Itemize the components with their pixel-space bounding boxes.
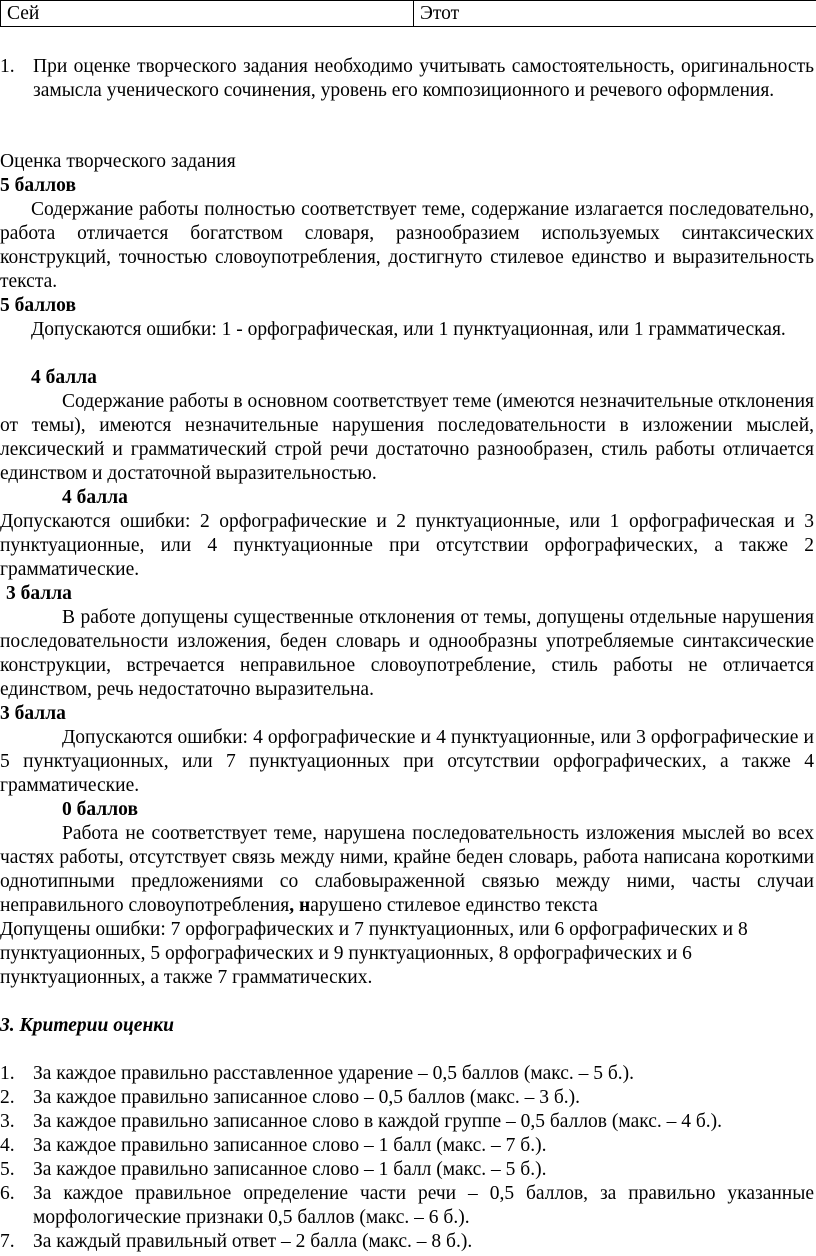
grade-text bbox=[0, 822, 814, 918]
grade-heading: 4 балла bbox=[62, 487, 128, 508]
header-table bbox=[0, 0, 816, 27]
criteria-item bbox=[0, 1110, 814, 1134]
grade-text: Допускаются ошибки: 2 орфографические и 2 пунктуационные, или 1 орфографическая и 3 пунктуационные, или 4 пунктуационные при отсутствии орфографических, а также 2 грамматические. bbox=[0, 511, 814, 580]
grade-errors: Допущены ошибки: 7 орфографических и 7 пунктуационных, или 6 орфографических и 8 пунктуационных, 5 орфографических и 9 пунктуационных, 8 орфографических и 6 пунктуационных, а также 7 грамматических. bbox=[0, 919, 748, 988]
criteria-item bbox=[0, 1158, 814, 1182]
list-text: За каждое правильно записанное слово – 0,5 баллов (макс. – 3 б.). bbox=[33, 1087, 581, 1108]
criteria-item bbox=[0, 1086, 814, 1110]
grade-text-part: арушено стилевое единство текста bbox=[310, 895, 598, 916]
list-text: За каждое правильно записанное слово – 1 балл (макс. – 7 б.). bbox=[33, 1135, 547, 1156]
list-text: За каждый правильный ответ – 2 балла (макс. – 8 б.). bbox=[33, 1231, 473, 1252]
list-number: 4. bbox=[0, 1135, 15, 1156]
grade-heading: 5 баллов bbox=[0, 295, 76, 316]
section-title: Оценка творческого задания bbox=[0, 151, 236, 172]
grade-text: Допускаются ошибки: 1 - орфографическая, или 1 пунктуационная, или 1 грамматическая. bbox=[31, 319, 786, 340]
list-text: За каждое правильное определение части речи – 0,5 баллов, за правильно указанные морфологические признаки 0,5 баллов (макс. – 6 б.). bbox=[33, 1183, 814, 1228]
list-item bbox=[0, 55, 814, 103]
list-number: 6. bbox=[0, 1183, 15, 1204]
grade-heading: 0 баллов bbox=[62, 799, 138, 820]
grade-text-bold: , н bbox=[289, 895, 311, 916]
criteria-title: 3. Критерии оценки bbox=[0, 1015, 175, 1036]
grade-text-part: Работа не соответствует теме, нарушена последовательность изложения мыслей во всех частях работы, отсутствует связь между ними, крайне беден словарь, работа написана короткими однотипными предложениями со слабовыраженной связью между ними, часты случаи неправильного словоупотребления bbox=[0, 823, 814, 916]
grade-heading: 5 баллов bbox=[0, 175, 76, 196]
list-number: 5. bbox=[0, 1159, 15, 1180]
grade-text: Содержание работы в основном соответствует теме (имеются незначительные отклонения от темы), имеются незначительные нарушения последовательности в изложении мыслей, лексический и грамматический строй речи достаточно разнообразен, стиль работы отличается единством и достаточной выразительностью. bbox=[0, 391, 814, 484]
list-text: При оценке творческого задания необходимо учитывать самостоятельность, оригинальность замысла ученического сочинения, уровень его композиционного и речевого оформления. bbox=[33, 56, 814, 101]
criteria-item bbox=[0, 1062, 814, 1086]
criteria-item bbox=[0, 1182, 814, 1230]
grade-text: В работе допущены существенные отклонения от темы, допущены отдельные нарушения последовательности изложения, беден словарь и однообразны употребляемые синтаксические конструкции, встречается неправильное словоупотребление, стиль работы не отличается единством, речь недостаточно выразительна. bbox=[0, 607, 814, 700]
list-number: 1. bbox=[0, 56, 15, 77]
list-number: 7. bbox=[0, 1231, 15, 1252]
grade-heading: 3 балла bbox=[6, 583, 72, 604]
grade-text: Допускаются ошибки: 4 орфографические и 4 пунктуационные, или 3 орфографические и 5 пунктуационных, или 7 пунктуационных при отсутствии орфографических, а также 4 грамматические. bbox=[0, 727, 814, 796]
list-text: За каждое правильно расставленное ударение – 0,5 баллов (макс. – 5 б.). bbox=[33, 1063, 635, 1084]
table-cell: Этот bbox=[414, 1, 816, 27]
table-cell: Сей bbox=[1, 1, 414, 27]
list-text: За каждое правильно записанное слово в каждой группе – 0,5 баллов (макс. – 4 б.). bbox=[33, 1111, 723, 1132]
grade-heading: 3 балла bbox=[0, 703, 66, 724]
grade-text: Содержание работы полностью соответствует теме, содержание излагается последовательно, работа отличается богатством словаря, разнообразием используемых синтаксических конструкций, точностью словоупотребления, достигнуто стилевое единство и выразительность текста. bbox=[0, 199, 814, 292]
grade-heading: 4 балла bbox=[31, 367, 97, 388]
criteria-item bbox=[0, 1230, 814, 1254]
list-text: За каждое правильно записанное слово – 1 балл (макс. – 5 б.). bbox=[33, 1159, 547, 1180]
list-number: 3. bbox=[0, 1111, 15, 1132]
list-number: 2. bbox=[0, 1087, 15, 1108]
criteria-item bbox=[0, 1134, 814, 1158]
list-number: 1. bbox=[0, 1063, 15, 1084]
table-row bbox=[1, 1, 816, 27]
